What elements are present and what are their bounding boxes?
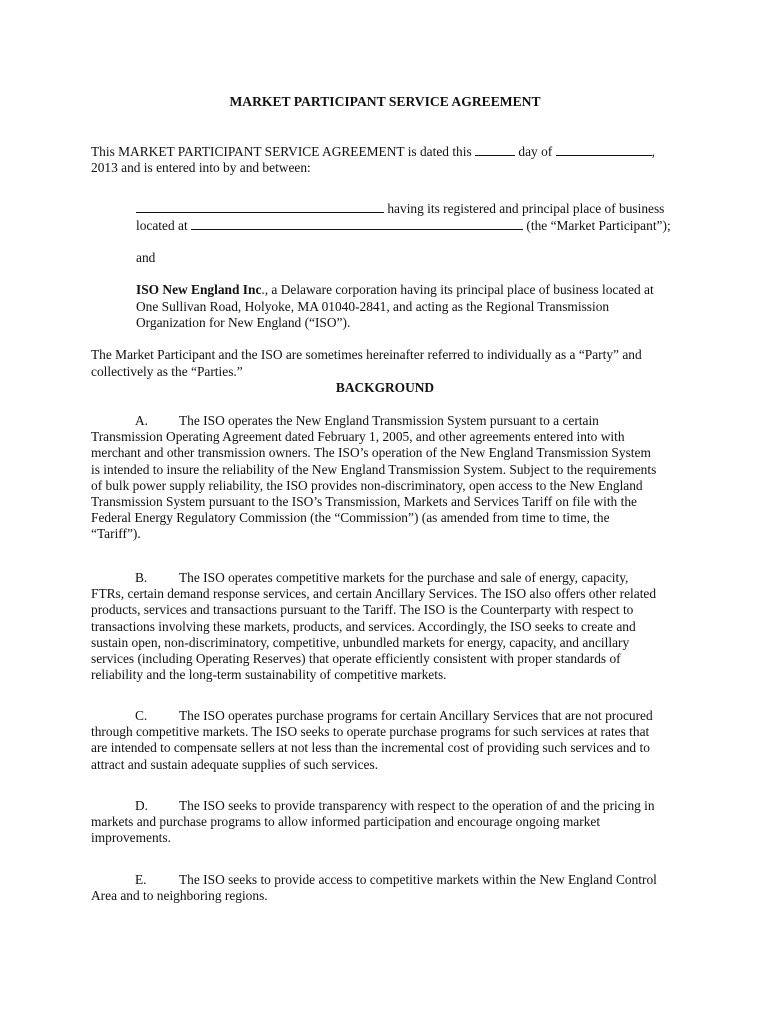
iso-line-1: ISO New England Inc., a Delaware corporation having its principal place of business located at <box>136 282 654 297</box>
paragraph-c: C. The ISO operates purchase programs for certain Ancillary Services that are not procured through competitive markets. The ISO seeks to operate purchase programs for such services at rates that are intended to compensate sellers at not less than the incremental cost of providing such services and to attract and sustain adequate supplies of such services. <box>91 708 653 772</box>
paragraph-b: B. The ISO operates competitive markets for the purchase and sale of energy, capacity, FTRs, certain demand response services, and certain Ancillary Services. The ISO also offers other related products, services and transactions pursuant to the Tariff. The ISO is the Counterparty with respect to transactions involving these markets, products, and services. Accordingly, the ISO seeks to create and sustain open, non-discriminatory, competitive, unbundled markets for energy, capacity, and ancillary services (including Operating Reserves) that operate efficiently consistent with proper standards of reliability and the long-term sustainability of competitive markets. <box>91 570 657 683</box>
day-blank <box>475 143 515 156</box>
paragraph-label: B. <box>135 570 148 585</box>
parties-line-2: collectively as the “Parties.” <box>91 364 243 379</box>
iso-name: ISO New England Inc <box>136 282 262 297</box>
paragraph-e: E. The ISO seeks to provide access to competitive markets within the New England Control Area and to neighboring regions. <box>91 872 657 904</box>
mp-name-blank <box>136 200 384 213</box>
intro-line-1: This MARKET PARTICIPANT SERVICE AGREEMENT is dated this day of , <box>91 144 655 159</box>
parties-line-1: The Market Participant and the ISO are sometimes hereinafter referred to individually as a “Party” and <box>91 347 642 362</box>
iso-line-2: One Sullivan Road, Holyoke, MA 01040-2841, and acting as the Regional Transmission <box>136 299 610 314</box>
paragraph-label: E. <box>135 872 147 887</box>
document-title: MARKET PARTICIPANT SERVICE AGREEMENT <box>229 94 541 109</box>
mp-line-1: having its registered and principal place of business <box>136 200 688 217</box>
month-blank <box>556 143 652 156</box>
paragraph-label: A. <box>135 413 149 428</box>
mp-address-blank <box>191 217 523 230</box>
paragraph-label: C. <box>135 708 148 723</box>
and-text: and <box>136 250 156 265</box>
background-heading: BACKGROUND <box>335 380 435 395</box>
paragraph-d: D. The ISO seeks to provide transparency with respect to the operation of and the pricing in markets and purchase programs to allow informed participation and encourage ongoing market improvements. <box>91 798 655 846</box>
paragraph-a: A. The ISO operates the New England Transmission System pursuant to a certain Transmission Operating Agreement dated February 1, 2005, and other agreements entered into with merchant and other transmission owners. The ISO’s operation of the New England Transmission System is intended to insure the reliability of the New England Transmission System. Subject to the requirements of bulk power supply reliability, the ISO provides non-discriminatory, open access to the New England Transmission System pursuant to the ISO’s Transmission, Markets and Services Tariff on file with the Federal Energy Regulatory Commission (the “Commission”) (as amended from time to time, the “Tariff”). <box>91 413 657 542</box>
paragraph-label: D. <box>135 798 149 813</box>
mp-line-2: located at (the “Market Participant”); <box>136 218 671 233</box>
intro-line-2: 2013 and is entered into by and between: <box>91 160 311 175</box>
iso-line-3: Organization for New England (“ISO”). <box>136 315 351 330</box>
